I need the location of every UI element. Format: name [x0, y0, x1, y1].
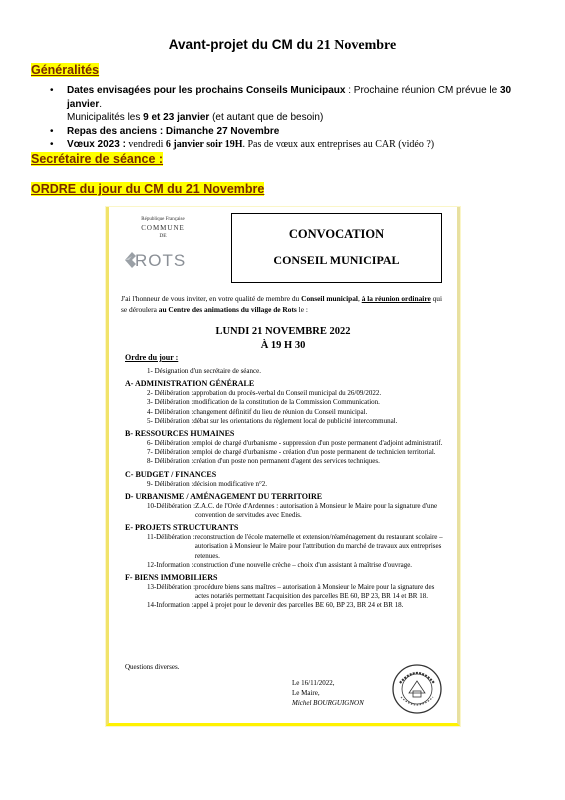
agenda-item [125, 448, 447, 457]
ordre-label: Ordre du jour : [125, 353, 179, 362]
agenda-section-title: E- PROJETS STRUCTURANTS [125, 523, 239, 533]
title-date: 21 Novembre [316, 38, 397, 53]
agenda-section-title: A- ADMINISTRATION GÉNÉRALE [125, 379, 255, 389]
agenda-item [125, 398, 447, 407]
agenda-item-label: 10-Délibération : [147, 501, 196, 510]
agenda-item-text: débat sur les orientations du règlement local de publicité intercommunal. [193, 416, 398, 425]
agenda-item-text: modification de la constitution de la Commission Communication. [193, 398, 380, 407]
agenda-item-label: 13-Délibération : [147, 583, 196, 592]
list-item: • Repas des anciens : Dimanche 27 Novembre [50, 125, 540, 139]
agenda-item-text: appel à projet pour le devenir des parcelles BE 60, BP 23, BR 24 et BR 18. [193, 601, 404, 610]
agenda-item-label: 3- Délibération : [147, 398, 194, 407]
agenda-item [125, 439, 447, 448]
agenda-item-label: 8- Délibération : [147, 457, 194, 466]
agenda-item-label: 4- Délibération : [147, 407, 194, 416]
agenda-item-text: décision modificative n°2. [193, 479, 268, 488]
agenda-section-title: F- BIENS IMMOBILIERS [125, 573, 218, 583]
sign-name: Michel BOURGUIGNON [292, 699, 364, 707]
agenda-item-label: 12-Information : [147, 560, 194, 569]
agenda-item-text: emploi de chargé d'urbanisme - création d'un poste permanent de technicien territorial. [193, 448, 436, 457]
convocation-title: CONVOCATION [288, 227, 385, 241]
agenda-item-text: procédure biens sans maîtres – autorisation à Monsieur le Maire pour la signature des actes notariés permettant l'acquisition des parcelles BE 60, BP 23, BR 14 et BR 18. [195, 583, 435, 601]
agenda-item-label: 14-Information : [147, 601, 194, 610]
agenda-item [125, 408, 447, 417]
signature-block [292, 678, 364, 708]
agenda-item [125, 457, 447, 466]
agenda-item-label: 9- Délibération : [147, 479, 194, 488]
title-prefix: Avant-projet du CM du [168, 37, 317, 52]
page-title [0, 37, 565, 54]
agenda-item-text: changement définitif du lieu de réunion du Conseil municipal. [193, 407, 368, 416]
agenda-item [125, 502, 447, 520]
generalites-list [50, 84, 540, 152]
secretaire-heading: Secrétaire de séance : [31, 152, 164, 166]
agenda-item [125, 583, 447, 601]
agenda-item-text: Z.A.C. de l'Orée d'Ardennes : autorisation à Monsieur le Maire pour la signature d'une convention de servitudes avec Enedis. [195, 501, 438, 520]
agenda-item [125, 480, 447, 489]
commune-logo: République Française COMMUNE DE ROTS [117, 215, 209, 285]
sign-role: Le Maire, [292, 689, 320, 697]
agenda-section-title: C- BUDGET / FINANCES [125, 469, 217, 479]
list-item: • Vœux 2023 : vendredi 6 janvier soir 19H. Pas de vœux aux entreprises au CAR (vidéo ?) [50, 138, 540, 152]
generalites-heading: Généralités [31, 63, 100, 77]
ordre-heading: ORDRE du jour du CM du 21 Novembre [31, 182, 265, 196]
meeting-date: LUNDI 21 NOVEMBRE 2022 [215, 326, 351, 337]
agenda-item-text: approbation du procès-verbal du Conseil municipal du 26/09/2022. [193, 389, 382, 398]
list-item: • Dates envisagées pour les prochains Conseils Municipaux : Prochaine réunion CM prévue le 30 janvier. Municipalités les 9 et 23 janvier (et autant que de besoin) [50, 84, 540, 125]
meeting-time: À 19 H 30 [260, 340, 306, 351]
mairie-stamp-icon [391, 663, 443, 715]
sign-date: Le 16/11/2022, [292, 679, 335, 687]
agenda-item: 1- Désignation d'un secrétaire de séance. [147, 367, 261, 375]
agenda-item [125, 533, 447, 561]
agenda-item-label: 2- Délibération : [147, 389, 194, 398]
agenda-item [125, 389, 447, 398]
agenda-item-text: création d'un poste non permanent d'agent des services techniques. [193, 457, 380, 466]
agenda-item-label: 11-Délibération : [147, 533, 195, 542]
agenda [125, 367, 447, 611]
agenda-section-title: B- RESSOURCES HUMAINES [125, 429, 235, 439]
agenda-section-title: D- URBANISME / AMÉNAGEMENT DU TERRITOIRE [125, 491, 323, 501]
agenda-item [125, 561, 447, 570]
logo-name: ROTS [135, 251, 187, 270]
questions-diverses: Questions diverses. [125, 663, 180, 671]
convocation-document [106, 207, 460, 726]
agenda-item-label: 6- Délibération : [147, 439, 194, 448]
conseil-title: CONSEIL MUNICIPAL [273, 253, 400, 267]
agenda-item-label: 7- Délibération : [147, 448, 194, 457]
agenda-item-text: reconstruction de l'école maternelle et extension/réaménagement du restaurant scolaire – autorisation à Monsieur le Maire pour l'attribution du marché de travaux aux entreprises retenues. [194, 533, 443, 560]
agenda-item [125, 417, 447, 426]
agenda-item-text: construction d'une nouvelle crèche – choix d'un assistant à maîtrise d'ouvrage. [193, 560, 413, 569]
convocation-box [231, 213, 442, 283]
intro-paragraph: J'ai l'honneur de vous inviter, en votre qualité de membre du Conseil municipal, à la réunion ordinaire qui se déroulera au Centre des animations du village de Rots le : [121, 294, 443, 314]
agenda-item [125, 601, 447, 610]
agenda-item-text: emploi de chargé d'urbanisme - suppression d'un poste permanent d'adjoint administratif. [193, 439, 443, 448]
agenda-item-label: 5- Délibération : [147, 416, 194, 425]
